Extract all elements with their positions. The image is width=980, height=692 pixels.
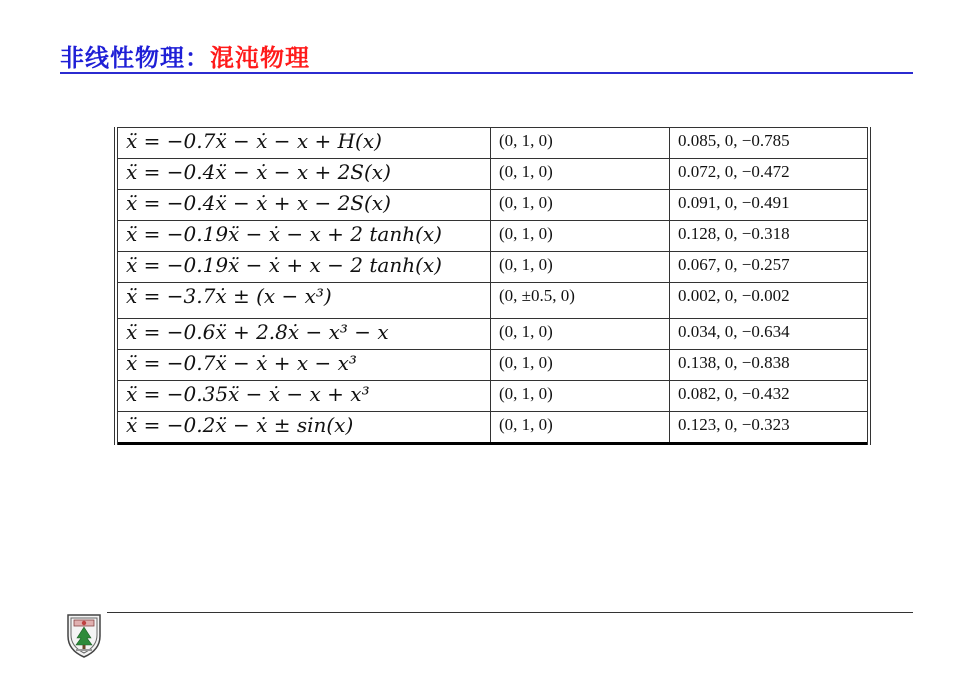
table-row: [116, 381, 869, 412]
exponent-values-cell: 0.002, 0, −0.002: [670, 283, 870, 319]
initial-condition-cell: (0, 1, 0): [491, 412, 670, 444]
exponent-values-cell: 0.128, 0, −0.318: [670, 221, 870, 252]
equation-cell: ẍ = −0.7ẍ − ẋ − x + H(x): [116, 128, 491, 159]
title-underline: [60, 72, 913, 74]
equation-cell: ẍ = −0.19ẍ − ẋ + x − 2 tanh(x): [116, 252, 491, 283]
table-row: [116, 252, 869, 283]
exponent-values-cell: 0.091, 0, −0.491: [670, 190, 870, 221]
table-row: [116, 412, 869, 444]
table-row: [116, 283, 869, 319]
initial-condition-cell: (0, 1, 0): [491, 159, 670, 190]
equation-cell: ẍ = −0.6ẍ + 2.8ẋ − x³ − x: [116, 319, 491, 350]
footer-divider: [107, 612, 913, 613]
university-crest-tree-icon: [65, 612, 103, 658]
initial-condition-cell: (0, 1, 0): [491, 350, 670, 381]
initial-condition-cell: (0, 1, 0): [491, 221, 670, 252]
equation-cell: ẍ = −0.4ẍ − ẋ − x + 2S(x): [116, 159, 491, 190]
title-part-nonlinear-physics: 非线性物理：: [60, 44, 210, 72]
table-row: [116, 350, 869, 381]
table-row: [116, 319, 869, 350]
exponent-values-cell: 0.072, 0, −0.472: [670, 159, 870, 190]
initial-condition-cell: (0, 1, 0): [491, 252, 670, 283]
initial-condition-cell: (0, 1, 0): [491, 319, 670, 350]
exponent-values-cell: 0.138, 0, −0.838: [670, 350, 870, 381]
equation-cell: ẍ = −0.4ẍ − ẋ + x − 2S(x): [116, 190, 491, 221]
table-row: [116, 221, 869, 252]
initial-condition-cell: (0, 1, 0): [491, 190, 670, 221]
equations-table-container: [114, 127, 875, 445]
equation-cell: ẍ = −0.7ẍ − ẋ + x − x³: [116, 350, 491, 381]
initial-condition-cell: (0, 1, 0): [491, 128, 670, 159]
initial-condition-cell: (0, 1, 0): [491, 381, 670, 412]
equations-table: [114, 127, 871, 445]
initial-condition-cell: (0, ±0.5, 0): [491, 283, 670, 319]
table-row: [116, 190, 869, 221]
table-row: [116, 159, 869, 190]
exponent-values-cell: 0.085, 0, −0.785: [670, 128, 870, 159]
title-part-chaos-physics: 混沌物理: [210, 44, 310, 72]
equation-cell: ẍ = −0.19ẍ − ẋ − x + 2 tanh(x): [116, 221, 491, 252]
table-row: [116, 128, 869, 159]
equation-cell: ẍ = −0.2ẍ − ẋ ± sin(x): [116, 412, 491, 444]
exponent-values-cell: 0.034, 0, −0.634: [670, 319, 870, 350]
page-title: [60, 38, 310, 73]
equation-cell: ẍ = −0.35ẍ − ẋ − x + x³: [116, 381, 491, 412]
exponent-values-cell: 0.082, 0, −0.432: [670, 381, 870, 412]
exponent-values-cell: 0.067, 0, −0.257: [670, 252, 870, 283]
exponent-values-cell: 0.123, 0, −0.323: [670, 412, 870, 444]
equation-cell: ẍ = −3.7ẋ ± (x − x³): [116, 283, 491, 319]
